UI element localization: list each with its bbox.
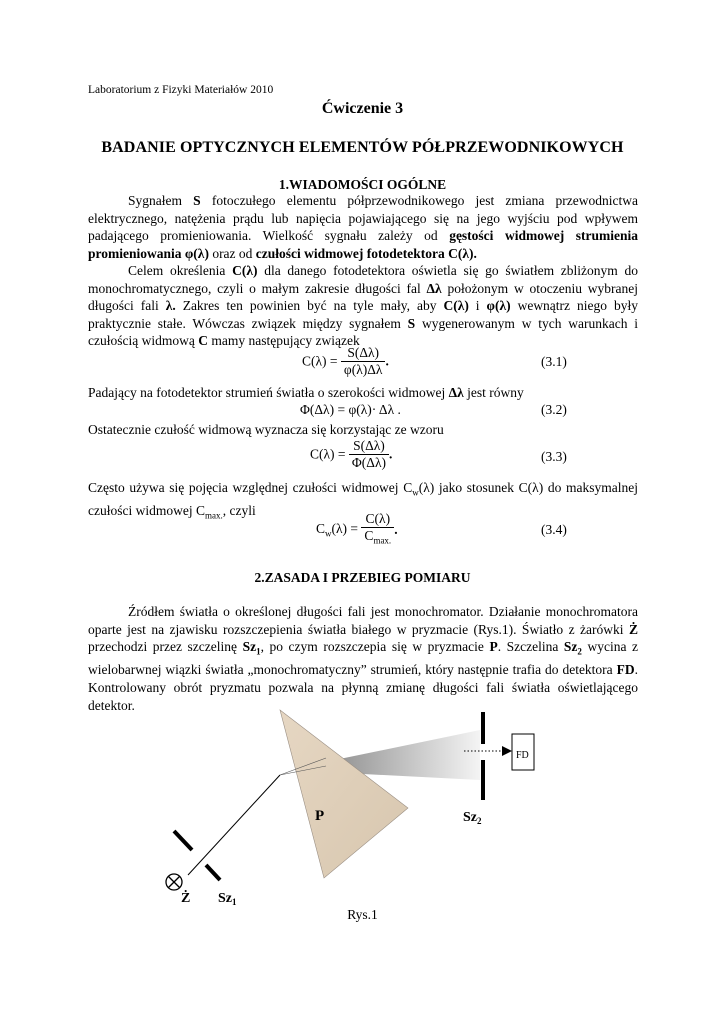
equation-lhs <box>316 521 359 539</box>
bold-text: C(λ) <box>232 263 258 278</box>
text: wewnątrz niego były praktycznie stałe. Wówczas związek między sygnałem <box>88 298 638 331</box>
bold-text: Ż <box>628 621 638 637</box>
main-title: BADANIE OPTYCZNYCH ELEMENTÓW PÓŁPRZEWODNIKOWYCH <box>101 139 624 156</box>
text: oraz od <box>208 245 256 261</box>
paragraph-2 <box>88 262 638 350</box>
lhs-rest: (λ) = <box>331 521 359 536</box>
lhs-symbol: C <box>316 521 326 536</box>
figure-caption: Rys.1 <box>347 907 378 922</box>
equation-tail: . <box>385 353 389 369</box>
equation-3-4 <box>316 511 398 549</box>
text: Często używa się pojęcia względnej czułości widmowej C <box>88 480 413 495</box>
prism-label: P <box>315 808 325 824</box>
exercise-title: Ćwiczenie 3 <box>321 100 404 117</box>
sz2-main: Sz <box>463 810 477 825</box>
subscript: max. <box>373 535 392 546</box>
bold-text: czułości widmowej fotodetektora C(λ). <box>255 245 477 261</box>
bold-text: Δλ <box>426 280 442 296</box>
section-1-title: 1.WIADOMOŚCI OGÓLNE <box>278 177 447 192</box>
bold-text: S <box>193 193 201 208</box>
text: fotoczułego elementu półprzewodnikowego jest zmiana przewodnictwa elektrycznego, natężenia prądu lub napięcia pojawiającego się na jego wyjściu pod wpływem padającego promieniowania. Wielkość sygnału zależy od <box>88 193 638 244</box>
text: mamy następujący związek <box>207 333 360 349</box>
arrow-head <box>502 746 512 756</box>
fraction-numerator: S(Δλ) <box>349 438 389 455</box>
text: Padający na fotodetektor strumień światła o szerokości widmowej <box>88 385 449 400</box>
detector-label: FD <box>516 750 529 761</box>
page-header: Laboratorium z Fizyki Materiałów 2010 <box>88 84 274 96</box>
paragraph-1 <box>88 192 638 262</box>
section-2-title: 2.ZASADA I PRZEBIEG POMIARU <box>254 570 471 585</box>
equation-3-2: Φ(Δλ) = φ(λ)· Δλ . <box>300 402 401 417</box>
equation-lhs: C(λ) = <box>302 353 338 369</box>
bold-text: C(λ) <box>443 298 469 314</box>
sz1-sub: 1 <box>232 897 237 907</box>
text: położonym w otoczeniu wybranej długości fali <box>88 280 639 314</box>
slit-symbol: Sz <box>242 639 257 655</box>
equation-number-3-4: (3.4) <box>541 522 567 537</box>
prism <box>280 710 408 878</box>
sz2-sub: 2 <box>477 816 482 826</box>
text: i <box>468 298 487 314</box>
equation-tail: . <box>394 521 398 537</box>
slit-symbol: Sz <box>563 639 578 655</box>
bold-text: λ. <box>165 298 176 314</box>
bold-text: P <box>489 639 498 655</box>
text: jest równy <box>463 385 524 400</box>
text: , czyli <box>222 503 256 519</box>
fraction-numerator: C(λ) <box>361 511 394 528</box>
bold-text <box>242 639 261 657</box>
den-symbol: C <box>364 528 374 543</box>
equation-number-3-1: (3.1) <box>541 354 567 369</box>
bold-text: C <box>198 333 208 349</box>
equation-number-3-3: (3.3) <box>541 449 567 464</box>
bold-text <box>563 639 582 657</box>
bold-text: Δλ <box>448 385 464 400</box>
fraction-denominator <box>361 528 394 549</box>
paragraph-4: Ostatecznie czułość widmową wyznacza się korzystając ze wzoru <box>88 422 444 437</box>
bulb-label: Ż <box>181 891 191 906</box>
equation-fraction <box>361 511 394 549</box>
incident-ray <box>188 775 280 875</box>
fraction-denominator: φ(λ)Δλ <box>343 362 383 377</box>
text: Sygnałem <box>128 193 194 208</box>
sz1-main: Sz <box>218 891 232 906</box>
subscript: max. <box>204 510 223 521</box>
paragraph-3 <box>88 384 638 402</box>
equation-fraction <box>341 345 389 378</box>
slit-sz1-upper <box>174 831 192 850</box>
text: Źródłem światła o określonej długości fali jest monochromator. Działanie monochromatora oparte jest na zjawisku rozszczepienia światła białego w pryzmacie (Rys.1). Światło z żarówki <box>88 604 638 637</box>
fraction-numerator: S(Δλ) <box>341 345 386 362</box>
bold-text: S <box>407 315 416 331</box>
sz1-label <box>218 891 237 907</box>
text: (λ) jako stosunek C(λ) do maksymalnej czułości widmowej C <box>88 480 638 519</box>
subscript: 2 <box>577 646 582 657</box>
text: . Szczelina <box>497 639 564 655</box>
equation-tail: . <box>389 446 393 462</box>
text: Zakres ten powinien być na tyle mały, aby <box>175 298 444 314</box>
text: , po czym rozszczepia się w pryzmacie <box>260 639 490 655</box>
paragraph-6 <box>88 603 638 714</box>
text: wygenerowanym w tych warunkach i czułością widmową <box>88 315 639 349</box>
text: wycina z wielobarwnej wiązki światła „monochromatyczny” strumień, który następnie trafia do detektora <box>88 639 638 678</box>
equation-3-3 <box>310 438 392 471</box>
monochromator-diagram <box>150 700 550 912</box>
text: Celem określenia <box>128 263 233 278</box>
fraction-denominator: Φ(Δλ) <box>351 455 386 470</box>
equation-lhs: C(λ) = <box>310 446 346 462</box>
equation-number-3-2: (3.2) <box>541 402 567 417</box>
bold-text: φ(λ) <box>486 298 511 314</box>
text: dla danego fotodetektora oświetla się go światłem zbliżonym do monochromatycznego, czyli o małym zakresie długości fal <box>88 263 638 296</box>
subscript: w <box>325 528 332 539</box>
text: . Kontrolowany obrót pryzmatu pozwala na płynną zmianę długości fali światła oświetlającego detektor. <box>88 662 638 713</box>
bold-text: FD <box>616 662 635 678</box>
equation-3-1 <box>302 345 389 378</box>
slit-sz1-lower <box>206 865 220 880</box>
subscript: w <box>412 487 419 498</box>
text: przechodzi przez szczelinę <box>88 639 243 655</box>
bold-text: gęstości widmowej strumienia promieniowania φ(λ) <box>88 228 638 261</box>
sz2-label <box>463 810 482 826</box>
subscript: 1 <box>256 646 261 657</box>
equation-fraction <box>349 438 389 471</box>
